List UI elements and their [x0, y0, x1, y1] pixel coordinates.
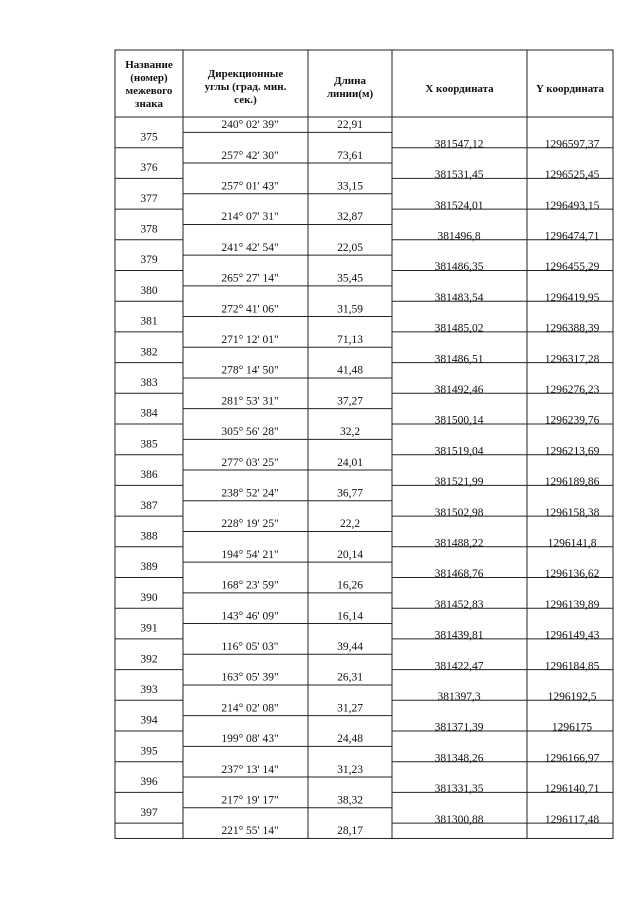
segment-row	[221, 518, 360, 530]
angle-cell: 194° 54' 21"	[221, 548, 279, 561]
segment-row	[221, 794, 363, 806]
point-name-cell: 383	[140, 377, 158, 390]
segment-row	[221, 825, 363, 837]
length-cell: 31,23	[337, 763, 363, 776]
point-name-cell: 396	[140, 776, 158, 789]
x-coordinate-cell: 381468,76	[434, 568, 484, 581]
angle-cell: 143° 46' 09"	[221, 610, 279, 623]
x-coordinate-cell: 381397,3	[437, 691, 481, 704]
table-grid	[115, 50, 613, 838]
segment-row	[221, 303, 363, 315]
segment-row	[221, 273, 363, 285]
y-coordinate-cell: 1296166,97	[544, 752, 600, 765]
y-coordinate-cell: 1296317,28	[544, 353, 600, 366]
header-angle-line: углы (град. мин.	[204, 81, 287, 93]
segment-row	[221, 180, 363, 192]
y-coordinate-cell: 1296525,45	[544, 169, 600, 182]
x-coordinate-cell: 381331,35	[434, 783, 484, 796]
length-cell: 16,26	[337, 579, 363, 592]
point-name-cell: 375	[140, 131, 158, 144]
x-coordinate-cell: 381439,81	[434, 629, 484, 642]
length-cell: 20,14	[337, 548, 363, 561]
angle-cell: 228° 19' 25"	[221, 518, 279, 531]
y-coordinate-cell: 1296158,38	[544, 506, 600, 519]
segment-row	[221, 457, 363, 469]
point-name-cell: 377	[140, 192, 158, 205]
point-name-cell: 389	[140, 561, 158, 574]
angle-cell: 265° 27' 14"	[221, 272, 279, 285]
header-angle-line: Дирекционные	[207, 68, 284, 80]
x-coordinate-cell: 381371,39	[434, 721, 484, 734]
header-length-line: Длина	[334, 75, 366, 87]
point-name-cell: 384	[140, 407, 158, 420]
length-cell: 26,31	[337, 671, 363, 684]
angle-cell: 240° 02' 39"	[221, 119, 279, 132]
length-cell: 71,13	[337, 333, 363, 346]
table-border	[115, 50, 613, 838]
x-coordinate-cell: 381486,35	[434, 261, 484, 274]
point-name-cell: 378	[140, 223, 158, 236]
y-coordinate-cell: 1296276,23	[544, 384, 600, 397]
y-coordinate-cell: 1296213,69	[544, 445, 600, 458]
angle-cell: 221° 55' 14"	[221, 825, 279, 838]
y-coordinate-cell: 1296493,15	[544, 199, 600, 212]
header-x-line: X координата	[425, 83, 494, 95]
point-name-cell: 395	[140, 745, 158, 758]
length-cell: 22,91	[337, 119, 363, 132]
x-coordinate-cell: 381483,54	[434, 291, 484, 304]
segment-row	[221, 334, 363, 346]
angle-cell: 217° 19' 17"	[221, 794, 279, 807]
x-coordinate-cell: 381524,01	[434, 199, 484, 212]
length-cell: 28,17	[337, 825, 363, 838]
angle-cell: 272° 41' 06"	[221, 303, 279, 316]
angle-cell: 238° 52' 24"	[221, 487, 279, 500]
point-name-cell: 391	[140, 622, 158, 635]
x-coordinate-cell: 381300,88	[434, 813, 484, 826]
length-cell: 39,44	[337, 640, 363, 653]
point-name-cell: 376	[140, 162, 158, 175]
length-cell: 38,32	[337, 794, 363, 807]
y-coordinate-cell: 1296419,95	[544, 291, 600, 304]
y-coordinate-cell: 1296175	[551, 721, 593, 734]
segment-row	[221, 672, 363, 684]
point-name-cell: 379	[140, 254, 158, 267]
length-cell: 24,01	[337, 456, 363, 469]
x-coordinate-cell: 381492,46	[434, 384, 484, 397]
length-cell: 16,14	[337, 610, 363, 623]
segment-row	[221, 365, 363, 377]
length-cell: 32,2	[339, 426, 361, 439]
point-name-cell: 397	[140, 806, 158, 819]
header-angle-line: сек.)	[234, 94, 257, 106]
angle-cell: 271° 12' 01"	[221, 333, 279, 346]
y-coordinate-cell: 1296189,86	[544, 476, 600, 489]
angle-cell: 199° 08' 43"	[221, 733, 279, 746]
segment-row	[222, 641, 364, 653]
segment-row	[221, 395, 363, 407]
y-coordinate-cell: 1296192,5	[547, 691, 597, 704]
segment-row	[221, 580, 363, 592]
segment-row	[221, 211, 363, 223]
y-coordinate-cell: 1296149,43	[544, 629, 600, 642]
length-cell: 33,15	[337, 180, 363, 193]
x-coordinate-cell: 381422,47	[434, 660, 484, 673]
header-name-line: знака	[135, 98, 163, 110]
length-cell: 73,61	[337, 149, 363, 162]
x-coordinate-cell: 381486,51	[434, 353, 484, 366]
y-coordinate-cell: 1296139,89	[544, 598, 600, 611]
length-cell: 32,87	[337, 211, 363, 224]
segment-row	[221, 610, 363, 622]
segment-row	[221, 733, 363, 745]
length-cell: 35,45	[337, 272, 363, 285]
header-y-line: Y координата	[536, 83, 604, 95]
y-coordinate-cell: 1296141,8	[547, 537, 597, 550]
length-cell: 24,48	[337, 733, 363, 746]
length-cell: 37,27	[337, 395, 363, 408]
y-coordinate-cell: 1296239,76	[544, 414, 600, 427]
angle-cell: 257° 01' 43"	[221, 180, 279, 193]
x-coordinate-cell: 381348,26	[434, 752, 484, 765]
table-body	[140, 119, 599, 837]
angle-cell: 116° 05' 03"	[221, 640, 279, 653]
segment-row	[221, 150, 363, 162]
angle-cell: 237° 13' 14"	[221, 763, 279, 776]
point-name-cell: 386	[140, 469, 158, 482]
x-coordinate-cell: 381452,83	[434, 598, 484, 611]
point-name-cell: 385	[140, 438, 158, 451]
point-name-cell: 392	[140, 653, 158, 666]
angle-cell: 281° 53' 31"	[221, 395, 279, 408]
angle-cell: 168° 23' 59"	[221, 579, 279, 592]
segment-row	[221, 426, 360, 438]
x-coordinate-cell: 381502,98	[434, 506, 484, 519]
y-coordinate-cell: 1296597,37	[544, 138, 600, 151]
x-coordinate-cell: 381519,04	[434, 445, 484, 458]
angle-cell: 214° 07' 31"	[221, 211, 279, 224]
y-coordinate-cell: 1296474,71	[544, 230, 600, 243]
x-coordinate-cell: 381485,02	[434, 322, 484, 335]
x-coordinate-cell: 381531,45	[434, 169, 484, 182]
angle-cell: 278° 14' 50"	[221, 364, 279, 377]
y-coordinate-cell: 1296117,48	[544, 813, 600, 826]
length-cell: 31,27	[337, 702, 363, 715]
y-coordinate-cell: 1296184,85	[544, 660, 600, 673]
segment-row	[221, 487, 363, 499]
x-coordinate-cell: 381496,8	[437, 230, 481, 243]
header-name-line: межевого	[125, 85, 173, 97]
point-name-cell: 388	[140, 530, 158, 543]
angle-cell: 277° 03' 25"	[221, 456, 279, 469]
segment-row	[221, 119, 363, 131]
header-name-line: Название	[125, 59, 173, 71]
x-coordinate-cell: 381500,14	[434, 414, 484, 427]
segment-row	[221, 702, 363, 714]
point-name-cell: 387	[140, 499, 158, 512]
segment-row	[221, 549, 363, 561]
segment-row	[221, 242, 363, 254]
point-name-cell: 382	[140, 346, 158, 359]
point-name-cell: 394	[140, 714, 158, 727]
length-cell: 22,2	[339, 518, 361, 531]
point-name-cell: 390	[140, 591, 158, 604]
header-name-line: (номер)	[130, 72, 168, 84]
y-coordinate-cell: 1296455,29	[544, 261, 600, 274]
point-name-cell: 381	[140, 315, 158, 328]
length-cell: 41,48	[337, 364, 363, 377]
angle-cell: 241° 42' 54"	[221, 241, 279, 254]
angle-cell: 257° 42' 30"	[221, 149, 279, 162]
y-coordinate-cell: 1296388,39	[544, 322, 600, 335]
angle-cell: 305° 56' 28"	[221, 426, 279, 439]
y-coordinate-cell: 1296136,62	[544, 568, 600, 581]
length-cell: 31,59	[337, 303, 363, 316]
length-cell: 22,05	[337, 241, 363, 254]
length-cell: 36,77	[337, 487, 363, 500]
table-header	[125, 59, 604, 110]
header-length-line: линии(м)	[326, 88, 374, 100]
point-name-cell: 380	[140, 284, 158, 297]
segment-row	[221, 764, 363, 776]
y-coordinate-cell: 1296140,71	[544, 783, 600, 796]
angle-cell: 214° 02' 08"	[221, 702, 279, 715]
x-coordinate-cell: 381521,99	[434, 476, 484, 489]
x-coordinate-cell: 381488,22	[434, 537, 484, 550]
angle-cell: 163° 05' 39"	[221, 671, 279, 684]
point-name-cell: 393	[140, 684, 158, 697]
x-coordinate-cell: 381547,12	[434, 138, 484, 151]
